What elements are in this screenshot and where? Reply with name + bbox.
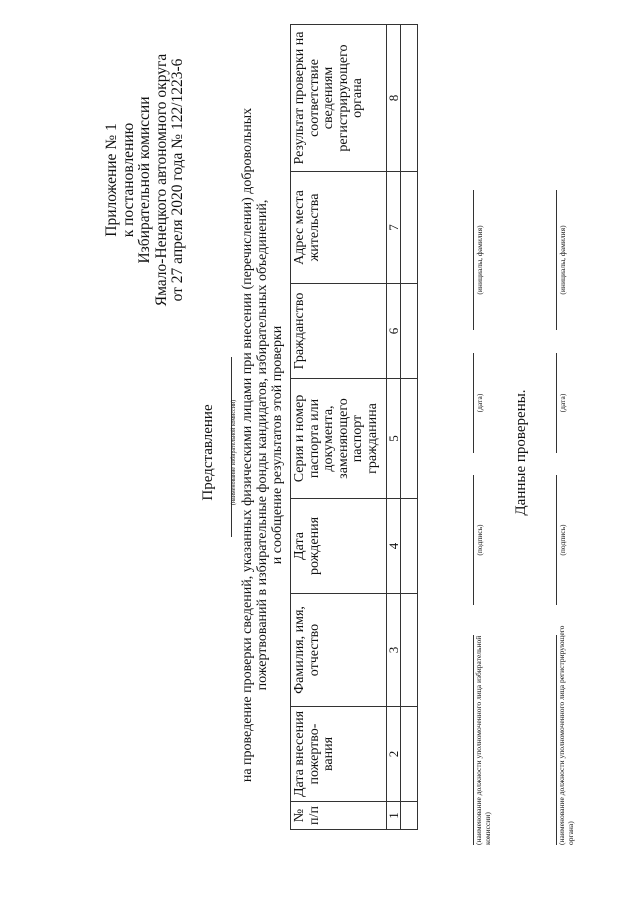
table-header-row (291, 25, 387, 830)
column-number: 6 (387, 284, 401, 379)
appendix-line: Избирательной комиссии (136, 96, 153, 264)
signature-caption-2: (подпись) (558, 524, 567, 556)
empty-cell (401, 25, 418, 172)
header-cell-citizenship: Гражданство (291, 284, 387, 379)
date-line-1 (473, 353, 474, 453)
appendix-line: от 27 апреля 2020 года № 122/1223-6 (169, 58, 186, 302)
table-column-numbers-row (387, 25, 401, 830)
header-cell-passport: Серия и номер паспорта или документа, заменяющего паспорт гражданина (291, 379, 387, 499)
header-cell-donation-date: Дата внесения пожертво-вания (291, 707, 387, 802)
verification-table (290, 24, 418, 830)
appendix-line: к постановлению (119, 122, 137, 238)
empty-cell (401, 499, 418, 594)
position-caption-1: (наименование должности уполномоченного лица избирательной комиссии) (474, 635, 492, 845)
column-number: 2 (387, 707, 401, 802)
document-title: Представление (200, 404, 216, 501)
column-number: 1 (387, 802, 401, 830)
empty-cell (401, 284, 418, 379)
data-checked-text: Данные проверены. (513, 389, 529, 516)
column-number: 5 (387, 379, 401, 499)
empty-cell (401, 379, 418, 499)
appendix-line: Ямало-Ненецкого автономного округа (152, 53, 170, 307)
date-line-2 (556, 353, 557, 453)
empty-cell (401, 594, 418, 707)
appendix-line: Приложение № 1 (103, 123, 120, 237)
name-caption-2: (инициалы, фамилия) (558, 225, 567, 295)
name-line-1 (473, 190, 474, 330)
name-line-2 (556, 190, 557, 330)
heading-line: и сообщение результатов этой проверки (270, 325, 285, 565)
header-cell-number: № п/п (291, 802, 387, 830)
signature-line-1 (473, 475, 474, 605)
heading-line: на проведение проверки сведений, указанных физическими лицами при внесении (перечислении) добровольных (240, 107, 255, 783)
header-cell-full-name: Фамилия, имя, отчество (291, 594, 387, 707)
table-empty-row (401, 25, 418, 830)
commission-caption: (наименование избирательной комиссии) (231, 399, 237, 506)
header-cell-check-result: Результат проверки на соответствие сведениям регистрирующего органа (291, 25, 387, 172)
header-cell-address: Адрес места жительства (291, 172, 387, 284)
signature-line-2 (556, 475, 557, 605)
signature-caption-1: (подпись) (475, 524, 484, 556)
heading-line: пожертвований в избирательные фонды кандидатов, избирательных объединений, (255, 199, 270, 691)
empty-cell (401, 707, 418, 802)
empty-cell (401, 802, 418, 830)
column-number: 8 (387, 25, 401, 172)
appendix-block (104, 20, 187, 340)
date-caption-1: (дата) (475, 393, 484, 413)
column-number: 7 (387, 172, 401, 284)
position-caption-2: (наименование должности уполномоченного лица регистрирующего органа) (557, 625, 575, 845)
document-heading (240, 85, 285, 805)
column-number: 3 (387, 594, 401, 707)
header-cell-birth-date: Дата рождения (291, 499, 387, 594)
column-number: 4 (387, 499, 401, 594)
name-caption-1: (инициалы, фамилия) (475, 225, 484, 295)
date-caption-2: (дата) (558, 393, 567, 413)
empty-cell (401, 172, 418, 284)
